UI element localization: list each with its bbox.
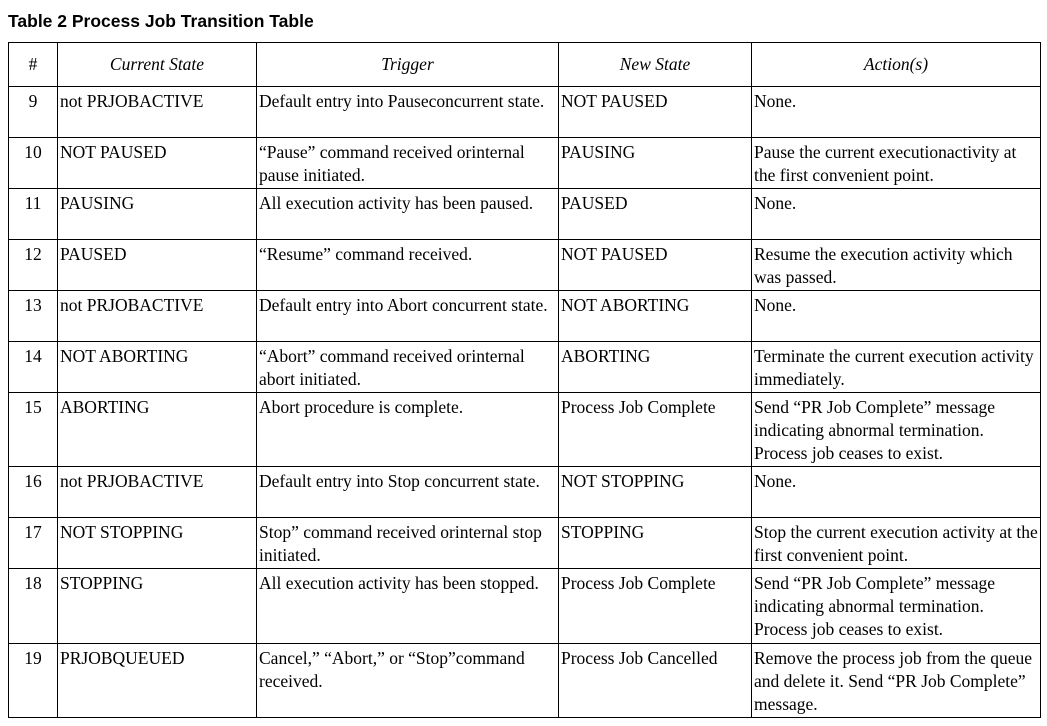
cell-new-state: NOT PAUSED [559,240,752,291]
cell-actions: Resume the execution activity which was passed. [752,240,1041,291]
cell-new-state: STOPPING [559,518,752,569]
table-body [9,87,1041,718]
cell-new-state: NOT ABORTING [559,291,752,342]
table-row [9,342,1041,393]
table-row [9,240,1041,291]
cell-current-state: PAUSED [58,240,257,291]
cell-trigger: All execution activity has been paused. [257,189,559,240]
cell-trigger: “Resume” command received. [257,240,559,291]
cell-trigger: Default entry into Pauseconcurrent state. [257,87,559,138]
cell-actions: Send “PR Job Complete” message indicating abnormal termination. Process job ceases to exist. [752,569,1041,644]
cell-trigger: Abort procedure is complete. [257,393,559,467]
column-header-number: # [9,43,58,87]
table-row [9,291,1041,342]
cell-trigger: Default entry into Abort concurrent state. [257,291,559,342]
cell-number: 10 [9,138,58,189]
cell-number: 11 [9,189,58,240]
cell-trigger: All execution activity has been stopped. [257,569,559,644]
cell-new-state: ABORTING [559,342,752,393]
table-row [9,518,1041,569]
column-header-actions: Action(s) [752,43,1041,87]
table-header-row [9,43,1041,87]
table-row [9,393,1041,467]
cell-current-state: PAUSING [58,189,257,240]
cell-number: 15 [9,393,58,467]
cell-new-state: NOT STOPPING [559,467,752,518]
cell-number: 16 [9,467,58,518]
cell-actions: None. [752,467,1041,518]
cell-trigger: Stop” command received orinternal stop initiated. [257,518,559,569]
cell-new-state: PAUSING [559,138,752,189]
table-row [9,189,1041,240]
cell-trigger: “Abort” command received orinternal abort initiated. [257,342,559,393]
cell-current-state: not PRJOBACTIVE [58,87,257,138]
cell-new-state: Process Job Complete [559,393,752,467]
cell-current-state: PRJOBQUEUED [58,644,257,718]
table-caption: Table 2 Process Job Transition Table [8,11,314,31]
cell-number: 14 [9,342,58,393]
table-row [9,87,1041,138]
cell-actions: Terminate the current execution activity immediately. [752,342,1041,393]
cell-actions: None. [752,189,1041,240]
cell-actions: Send “PR Job Complete” message indicating abnormal termination. Process job ceases to exist. [752,393,1041,467]
cell-current-state: not PRJOBACTIVE [58,467,257,518]
column-header-trigger: Trigger [257,43,559,87]
cell-number: 18 [9,569,58,644]
transition-table [8,42,1041,718]
cell-current-state: NOT STOPPING [58,518,257,569]
cell-trigger: Default entry into Stop concurrent state. [257,467,559,518]
table-row [9,467,1041,518]
table-row [9,644,1041,718]
cell-actions: Pause the current executionactivity at the first convenient point. [752,138,1041,189]
cell-number: 9 [9,87,58,138]
column-header-new-state: New State [559,43,752,87]
cell-number: 17 [9,518,58,569]
cell-current-state: STOPPING [58,569,257,644]
cell-new-state: Process Job Complete [559,569,752,644]
cell-actions: None. [752,291,1041,342]
cell-current-state: not PRJOBACTIVE [58,291,257,342]
cell-actions: Stop the current execution activity at the first convenient point. [752,518,1041,569]
table-row [9,138,1041,189]
cell-new-state: NOT PAUSED [559,87,752,138]
table-row [9,569,1041,644]
cell-number: 12 [9,240,58,291]
cell-new-state: PAUSED [559,189,752,240]
cell-actions: Remove the process job from the queue and delete it. Send “PR Job Complete” message. [752,644,1041,718]
cell-actions: None. [752,87,1041,138]
cell-current-state: ABORTING [58,393,257,467]
cell-trigger: “Pause” command received orinternal pause initiated. [257,138,559,189]
cell-new-state: Process Job Cancelled [559,644,752,718]
cell-number: 13 [9,291,58,342]
cell-current-state: NOT PAUSED [58,138,257,189]
cell-trigger: Cancel,” “Abort,” or “Stop”command received. [257,644,559,718]
cell-current-state: NOT ABORTING [58,342,257,393]
column-header-current-state: Current State [58,43,257,87]
cell-number: 19 [9,644,58,718]
